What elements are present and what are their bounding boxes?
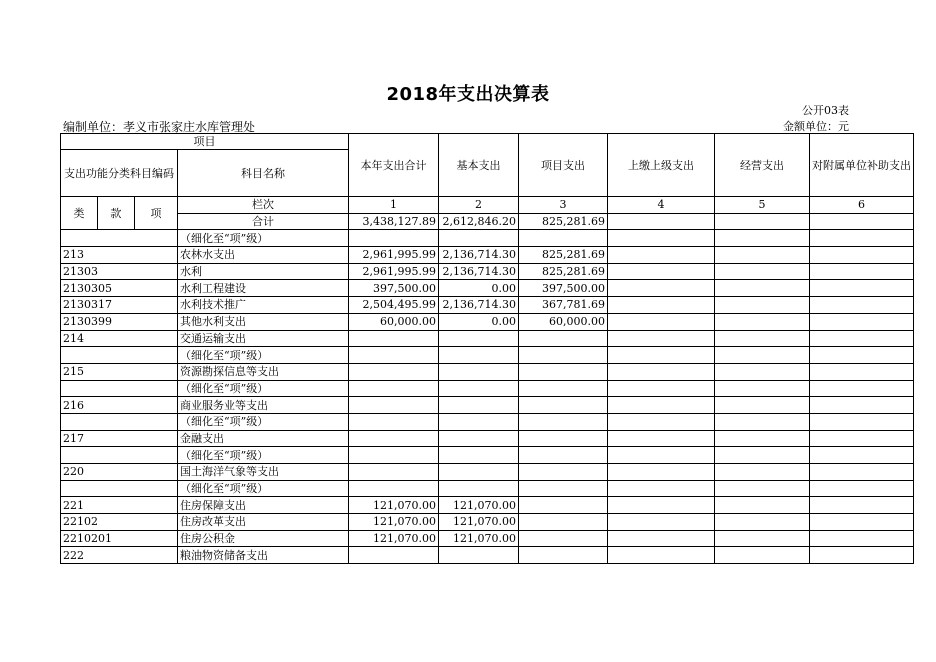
row-value-col-2 [439,363,519,380]
row-value-col-6 [810,230,914,247]
row-code [61,380,178,397]
col-number-2: 2 [439,197,519,214]
row-value-col-4 [608,280,715,297]
table-row [61,480,914,497]
row-value-col-3: 397,500.00 [519,280,608,297]
table-row [61,547,914,564]
total-value-col-4 [608,213,715,230]
row-value-col-5 [715,380,810,397]
row-value-col-4 [608,230,715,247]
row-value-col-5 [715,447,810,464]
table-row [61,230,914,247]
header-subject-name: 科目名称 [178,150,349,197]
header-lei: 类 [61,197,98,230]
row-value-col-6 [810,413,914,430]
row-value-col-5 [715,347,810,364]
row-value-col-2: 0.00 [439,280,519,297]
row-value-col-2 [439,430,519,447]
row-subject-name: 水利 [178,263,349,280]
row-value-col-3 [519,430,608,447]
table-row [61,380,914,397]
row-value-col-3 [519,447,608,464]
row-value-col-3 [519,230,608,247]
row-subject-name: 水利工程建设 [178,280,349,297]
total-value-col-3: 825,281.69 [519,213,608,230]
table-row [61,313,914,330]
row-value-col-6 [810,330,914,347]
row-value-col-6 [810,480,914,497]
lanci-label: 栏次 [178,197,349,214]
row-value-col-4 [608,297,715,314]
row-value-col-6 [810,430,914,447]
total-row [61,213,914,230]
row-value-col-2 [439,330,519,347]
row-code: 216 [61,397,178,414]
row-code [61,230,178,247]
row-value-col-1: 2,961,995.99 [349,247,439,264]
row-value-col-3 [519,547,608,564]
row-value-col-2 [439,447,519,464]
header-row-levels [61,197,914,214]
row-code [61,413,178,430]
row-value-col-4 [608,413,715,430]
row-value-col-2 [439,397,519,414]
form-number: 公开03表 [802,104,849,117]
reporting-unit: 编制单位：孝义市张家庄水库管理处 [63,120,256,134]
row-value-col-4 [608,480,715,497]
row-value-col-2: 2,136,714.30 [439,263,519,280]
total-value-col-1: 3,438,127.89 [349,213,439,230]
amount-unit: 金额单位：元 [783,120,849,133]
row-subject-name: （细化至“项”级） [178,347,349,364]
table-row [61,363,914,380]
row-value-col-6 [810,497,914,514]
row-value-col-1 [349,430,439,447]
total-label: 合计 [178,213,349,230]
row-value-col-2: 121,070.00 [439,497,519,514]
row-value-col-6 [810,247,914,264]
row-value-col-4 [608,430,715,447]
row-value-col-1 [349,330,439,347]
header-col-6: 对附属单位补助支出 [810,134,914,197]
row-code [61,447,178,464]
row-value-col-5 [715,480,810,497]
row-value-col-2: 0.00 [439,313,519,330]
row-value-col-1: 121,070.00 [349,497,439,514]
expenditure-table [60,133,914,564]
row-value-col-5 [715,297,810,314]
row-value-col-4 [608,380,715,397]
row-value-col-4 [608,247,715,264]
row-subject-name: 住房改革支出 [178,514,349,531]
row-code: 2130399 [61,313,178,330]
col-number-5: 5 [715,197,810,214]
row-subject-name: 住房保障支出 [178,497,349,514]
row-code: 2130317 [61,297,178,314]
table-row [61,530,914,547]
row-value-col-2 [439,347,519,364]
row-subject-name: 金融支出 [178,430,349,447]
row-subject-name: 资源勘探信息等支出 [178,363,349,380]
row-value-col-3 [519,514,608,531]
col-number-4: 4 [608,197,715,214]
row-value-col-3 [519,413,608,430]
row-value-col-6 [810,363,914,380]
table-row [61,263,914,280]
report-title: 2018年支出决算表 [386,84,550,105]
row-value-col-2 [439,230,519,247]
row-value-col-1 [349,480,439,497]
row-value-col-1 [349,547,439,564]
col-number-6: 6 [810,197,914,214]
row-value-col-1: 121,070.00 [349,514,439,531]
row-value-col-3: 60,000.00 [519,313,608,330]
row-value-col-6 [810,397,914,414]
row-value-col-1: 2,961,995.99 [349,263,439,280]
header-col-1: 本年支出合计 [349,134,439,197]
row-code: 2130305 [61,280,178,297]
row-value-col-5 [715,363,810,380]
row-value-col-6 [810,263,914,280]
row-value-col-4 [608,464,715,481]
row-value-col-4 [608,530,715,547]
row-value-col-6 [810,464,914,481]
row-value-col-5 [715,514,810,531]
row-code [61,347,178,364]
header-row-project [61,134,914,150]
table-row [61,413,914,430]
header-kuan: 款 [97,197,134,230]
row-code: 21303 [61,263,178,280]
row-value-col-5 [715,263,810,280]
row-subject-name: （细化至“项”级） [178,480,349,497]
row-value-col-6 [810,380,914,397]
row-value-col-1 [349,380,439,397]
row-value-col-5 [715,413,810,430]
row-value-col-6 [810,547,914,564]
col-number-1: 1 [349,197,439,214]
row-value-col-2 [439,413,519,430]
row-subject-name: （细化至“项”级） [178,230,349,247]
table-row [61,447,914,464]
row-value-col-1 [349,447,439,464]
row-value-col-3 [519,497,608,514]
row-value-col-6 [810,280,914,297]
row-value-col-4 [608,363,715,380]
row-value-col-3 [519,480,608,497]
row-value-col-5 [715,247,810,264]
row-value-col-1 [349,347,439,364]
row-subject-name: 农林水支出 [178,247,349,264]
row-value-col-1 [349,230,439,247]
row-subject-name: 水利技术推广 [178,297,349,314]
row-value-col-3: 825,281.69 [519,247,608,264]
row-value-col-2: 2,136,714.30 [439,297,519,314]
row-value-col-1: 397,500.00 [349,280,439,297]
table-row [61,280,914,297]
table-row [61,497,914,514]
row-value-col-1 [349,413,439,430]
row-value-col-2: 121,070.00 [439,530,519,547]
header-col-2: 基本支出 [439,134,519,197]
header-col-5: 经营支出 [715,134,810,197]
row-value-col-2: 121,070.00 [439,514,519,531]
row-value-col-5 [715,497,810,514]
row-value-col-2 [439,547,519,564]
row-value-col-6 [810,530,914,547]
row-value-col-5 [715,397,810,414]
row-value-col-5 [715,547,810,564]
row-subject-name: 住房公积金 [178,530,349,547]
row-value-col-6 [810,447,914,464]
row-value-col-1 [349,363,439,380]
row-code: 215 [61,363,178,380]
row-subject-name: 商业服务业等支出 [178,397,349,414]
total-value-col-6 [810,213,914,230]
row-value-col-3 [519,347,608,364]
row-value-col-5 [715,313,810,330]
row-value-col-4 [608,447,715,464]
total-value-col-2: 2,612,846.20 [439,213,519,230]
row-value-col-6 [810,313,914,330]
row-value-col-6 [810,514,914,531]
table-row [61,347,914,364]
table-row [61,330,914,347]
row-code: 221 [61,497,178,514]
row-value-col-5 [715,230,810,247]
row-subject-name: 其他水利支出 [178,313,349,330]
row-value-col-4 [608,313,715,330]
row-value-col-4 [608,397,715,414]
table-row [61,430,914,447]
row-value-col-4 [608,497,715,514]
row-value-col-5 [715,530,810,547]
header-col-3: 项目支出 [519,134,608,197]
row-value-col-3 [519,380,608,397]
table-row [61,464,914,481]
row-value-col-3 [519,464,608,481]
row-value-col-1: 60,000.00 [349,313,439,330]
row-value-col-3 [519,530,608,547]
table-row [61,397,914,414]
row-code: 214 [61,330,178,347]
row-value-col-4 [608,514,715,531]
table-row [61,247,914,264]
row-value-col-2 [439,480,519,497]
header-code-group: 支出功能分类科目编码 [61,150,178,197]
row-code: 22102 [61,514,178,531]
header-col-4: 上缴上级支出 [608,134,715,197]
row-code: 2210201 [61,530,178,547]
row-value-col-2 [439,464,519,481]
row-value-col-4 [608,263,715,280]
row-value-col-3: 367,781.69 [519,297,608,314]
total-value-col-5 [715,213,810,230]
row-value-col-1: 2,504,495.99 [349,297,439,314]
row-subject-name: （细化至“项”级） [178,413,349,430]
row-subject-name: （细化至“项”级） [178,447,349,464]
row-value-col-3: 825,281.69 [519,263,608,280]
row-value-col-1: 121,070.00 [349,530,439,547]
row-subject-name: 粮油物资储备支出 [178,547,349,564]
row-code: 220 [61,464,178,481]
row-value-col-4 [608,547,715,564]
row-code [61,480,178,497]
row-value-col-5 [715,430,810,447]
row-value-col-5 [715,330,810,347]
row-value-col-1 [349,397,439,414]
row-value-col-3 [519,363,608,380]
row-value-col-6 [810,347,914,364]
header-project: 项目 [61,134,349,150]
row-value-col-1 [349,464,439,481]
row-subject-name: 国土海洋气象等支出 [178,464,349,481]
row-value-col-3 [519,397,608,414]
col-number-3: 3 [519,197,608,214]
table-row [61,514,914,531]
table-row [61,297,914,314]
row-code: 217 [61,430,178,447]
header-xiang: 项 [134,197,177,230]
row-value-col-5 [715,464,810,481]
row-value-col-5 [715,280,810,297]
row-value-col-4 [608,347,715,364]
row-code: 222 [61,547,178,564]
row-value-col-4 [608,330,715,347]
row-value-col-2 [439,380,519,397]
row-value-col-3 [519,330,608,347]
row-subject-name: 交通运输支出 [178,330,349,347]
row-code: 213 [61,247,178,264]
row-value-col-2: 2,136,714.30 [439,247,519,264]
row-value-col-6 [810,297,914,314]
row-subject-name: （细化至“项”级） [178,380,349,397]
